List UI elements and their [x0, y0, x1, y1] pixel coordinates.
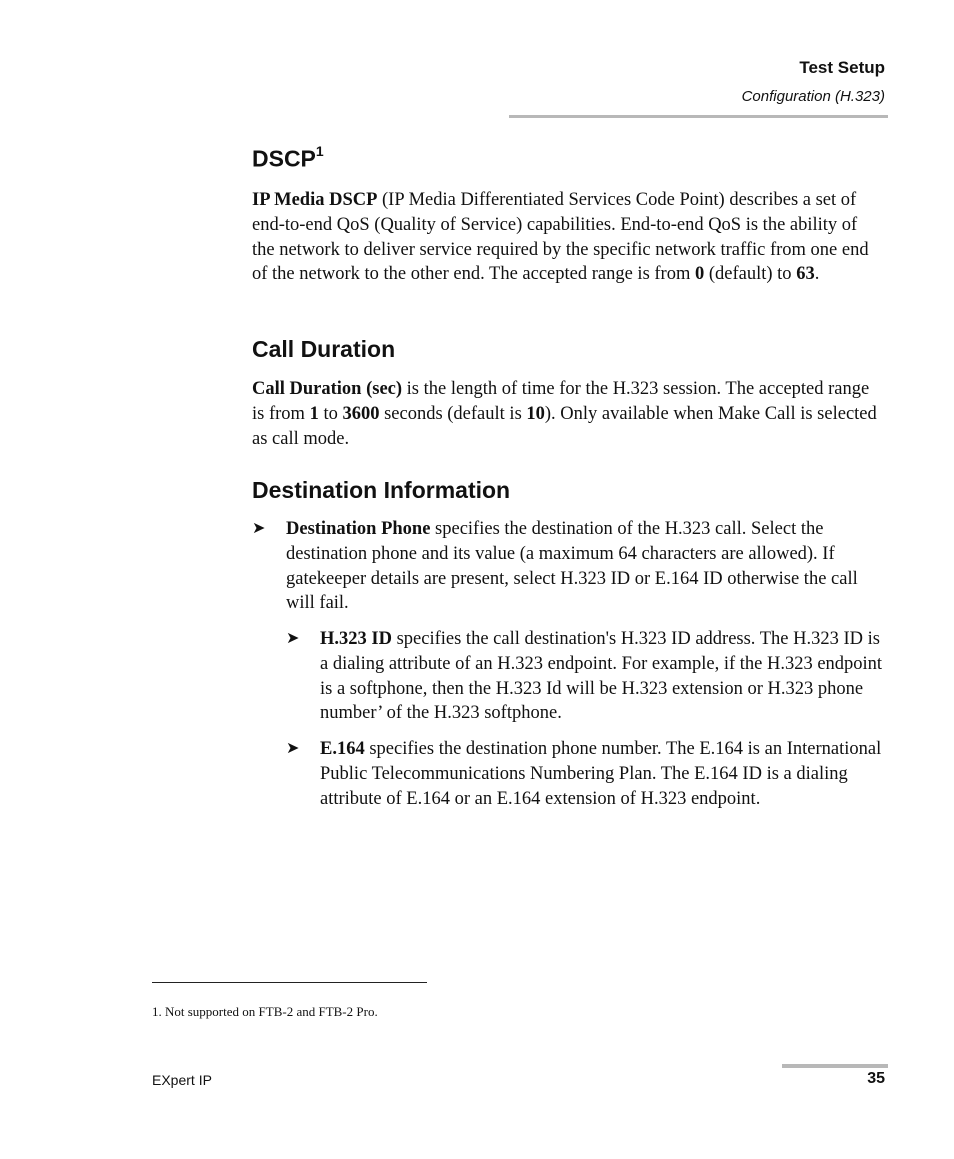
dscp-heading: DSCP$^1$	[252, 143, 324, 172]
running-header-title: Test Setup	[799, 58, 885, 77]
header-rule	[509, 115, 888, 118]
dscp-paragraph: IP Media DSCP (IP Media Differentiated Services Code Point) describes a set of end-to-end QoS (Quality of Service) capabilities. End-to-end QoS is the ability of the network to deliver service required by the specific network traffic from one end of the network to the other end. The accepted range is from 0 (default) to 63.	[252, 190, 869, 285]
call-duration-paragraph: Call Duration (sec) is the length of time for the H.323 session. The accepted range is from 1 to 3600 seconds (default is 10). Only available when Make Call is selected as call mode.	[252, 379, 877, 449]
footnote-rule	[152, 982, 427, 983]
bullet-text: E.164 specifies the destination phone number. The E.164 is an International Public Telecommunications Numbering Plan. The E.164 ID is a dialing attribute of E.164 or an E.164 extension of H.323 endpoint.	[320, 739, 882, 809]
bullet-text: H.323 ID specifies the call destination's H.323 ID address. The H.323 ID is a dialing attribute of an H.323 endpoint. For example, if the H.323 endpoint is a softphone, then the H.323 Id will be H.323 extension or H.323 phone number’ of the H.323 softphone.	[320, 629, 883, 724]
footnote-mark: 1	[315, 143, 324, 159]
destination-heading: Destination Information	[252, 477, 511, 503]
arrow-bullet-icon: ➤	[286, 630, 300, 647]
running-header-subtitle: Configuration (H.323)	[741, 88, 885, 105]
arrow-bullet-icon: ➤	[286, 740, 300, 757]
footnote-text: 1. Not supported on FTB-2 and FTB-2 Pro.	[152, 1004, 378, 1019]
page-number: 35	[867, 1070, 885, 1087]
arrow-bullet-icon: ➤	[252, 520, 266, 537]
footer-product-name: EXpert IP	[152, 1072, 212, 1088]
call-duration-heading: Call Duration	[252, 336, 396, 362]
footer-rule	[782, 1064, 888, 1068]
bullet-text: Destination Phone specifies the destination of the H.323 call. Select the destination phone and its value (a maximum 64 characters are allowed). If gatekeeper details are present, select H.323 ID or E.164 ID otherwise the call will fail.	[286, 519, 858, 614]
